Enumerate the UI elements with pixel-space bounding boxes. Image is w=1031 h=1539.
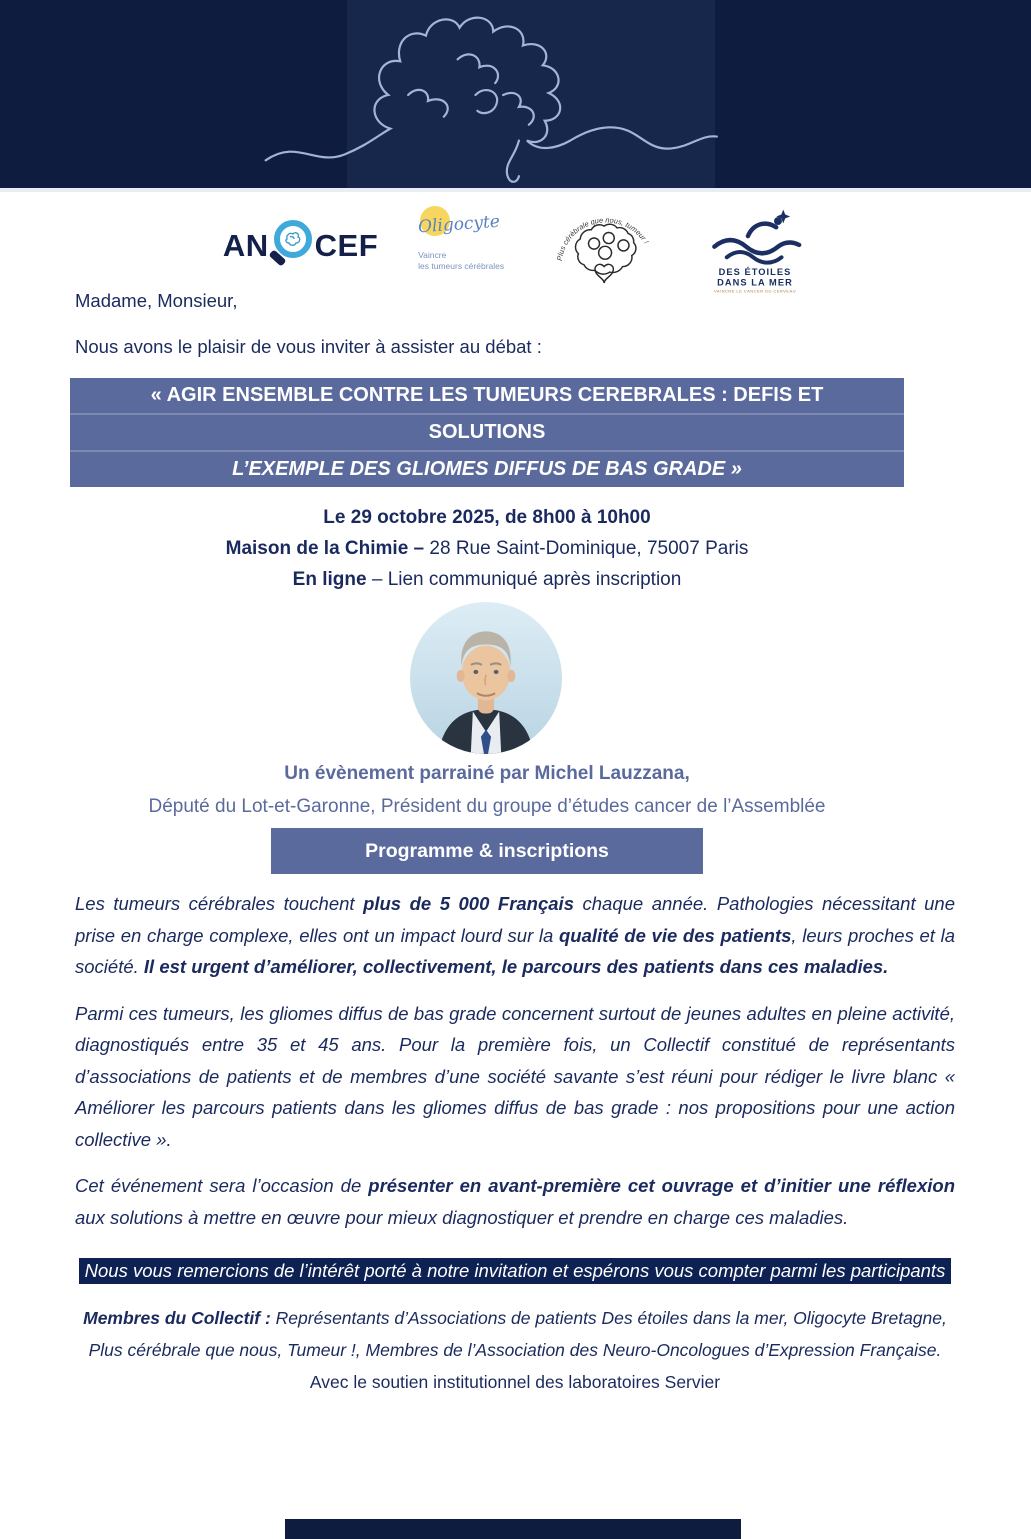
speaker-avatar <box>410 602 562 754</box>
logo-anocef <box>223 214 378 278</box>
speaker-photo <box>410 602 562 754</box>
logo-etoiles <box>702 206 808 298</box>
svg-text:VAINCRE LE CANCER DU CERVEAU: VAINCRE LE CANCER DU CERVEAU <box>714 288 797 294</box>
paragraph-3: Cet événement sera l’occasion de présenter en avant-première cet ouvrage et d’initier une réflexion aux solutions à mettre en œuvre pour mieux diagnostiquer et prendre en charge ces maladies. <box>75 1175 955 1228</box>
paragraph-1: Les tumeurs cérébrales touchent plus de 5 000 Français chaque année. Pathologies nécessitant une prise en charge complexe, elles ont un impact lourd sur la qualité de vie des patients, leurs proches et la société. Il est urgent d’améliorer, collectivement, le parcours des patients dans ces maladies. <box>75 893 955 977</box>
oligocyte-tagline: Vaincre les tumeurs cérébrales <box>418 250 505 271</box>
intro-text: Nous avons le plaisir de vous inviter à assister au débat : <box>75 336 542 357</box>
oligocyte-name: Oligocyte <box>417 211 501 238</box>
collective-note: Membres du Collectif : Représentants d’Associations de patients Des étoiles dans la mer, Oligocyte Bretagne, Plus cérébrale que nous, Tumeur !, Membres de l’Association des Neuro-Oncologues d’Expression Française. <box>83 1308 947 1360</box>
magnifier-brain-icon <box>270 220 314 272</box>
svg-text:Plus cérébrale que nous, tumeu: Plus cérébrale que nous, tumeur ! <box>555 215 651 262</box>
body-text <box>75 888 955 1393</box>
logo-brain-doodle <box>546 204 666 296</box>
anocef-suffix: CEF <box>314 228 379 263</box>
title-line-2: SOLUTIONS <box>70 413 904 450</box>
logos-row <box>0 206 1031 298</box>
paragraph-2: Parmi ces tumeurs, les gliomes diffus de bas grade concernent surtout de jeunes adultes en pleine activité, diagnostiqués entre 35 et 45 ans. Pour la première fois, un Collectif constitué de représentants d’associations de patients et de membres d’une société savante s’est réuni pour rédiger le livre blanc « Améliorer les parcours patients dans les gliomes diffus de bas grade : nos propositions pour une action collective ». <box>75 1002 955 1150</box>
event-datetime: Le 29 octobre 2025, de 8h00 à 10h00 <box>323 507 651 528</box>
title-line-1: « AGIR ENSEMBLE CONTRE LES TUMEURS CEREBRALES : DEFIS ET <box>150 384 824 406</box>
brain-doodle-icon <box>546 204 666 296</box>
anocef-prefix: AN <box>222 228 269 263</box>
thanks-highlight: Nous vous remercions de l’intérêt porté à notre invitation et espérons vous compter parmi les participants <box>75 1253 955 1288</box>
brain-line-icon <box>255 0 775 188</box>
header-banner <box>0 0 1031 192</box>
greeting-text: Madame, Monsieur, <box>75 290 238 311</box>
svg-text:DES ÉTOILES: DES ÉTOILES <box>718 266 792 277</box>
svg-text:DANS LA MER: DANS LA MER <box>717 277 793 288</box>
patron-line-2: Député du Lot-et-Garonne, Président du groupe d’études cancer de l’Assemblée <box>148 796 826 817</box>
title-banner <box>70 378 904 487</box>
wave-star-swimmer-icon <box>702 206 808 298</box>
programme-inscriptions-button[interactable]: Programme & inscriptions <box>271 828 703 874</box>
event-online: En ligne – Lien communiqué après inscription <box>292 569 682 590</box>
event-details <box>70 502 904 595</box>
support-note: Avec le soutien institutionnel des laboratoires Servier <box>309 1372 721 1392</box>
event-venue: Maison de la Chimie – 28 Rue Saint-Dominique, 75007 Paris <box>225 538 749 559</box>
footer-bar <box>285 1519 741 1539</box>
logo-oligocyte <box>414 206 510 286</box>
title-line-3: L’EXEMPLE DES GLIOMES DIFFUS DE BAS GRADE » <box>70 450 904 487</box>
patron-block <box>70 757 904 823</box>
patron-line-1: Un évènement parrainé par Michel Lauzzana, <box>284 763 690 784</box>
